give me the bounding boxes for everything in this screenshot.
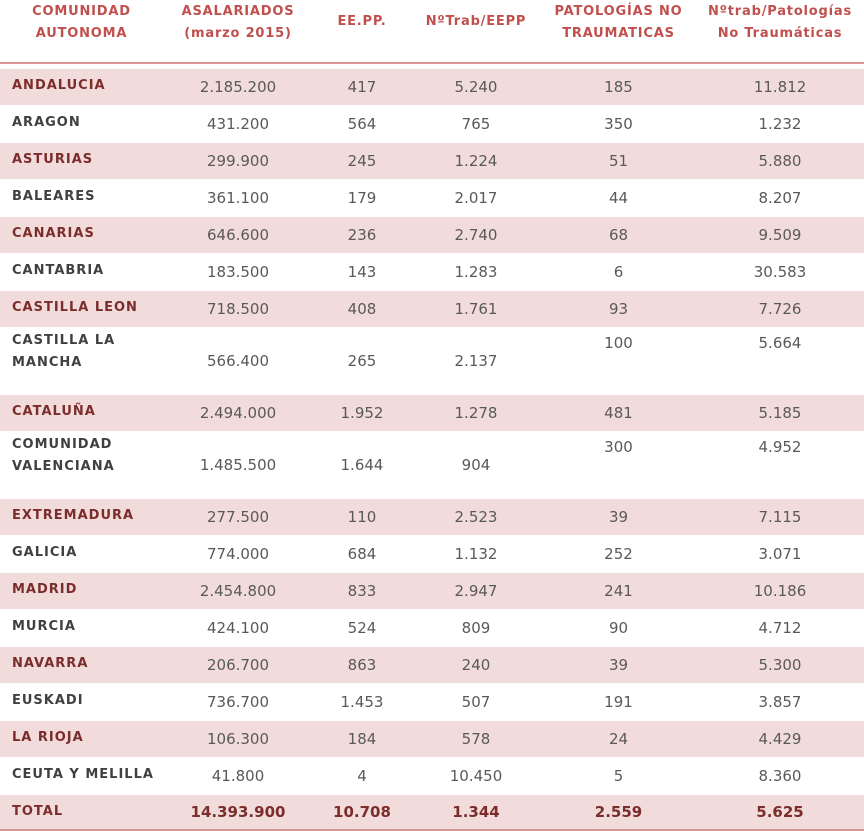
patologias-cell: 241	[541, 573, 696, 610]
comunidad-name-line: MURCIA	[12, 619, 76, 634]
comunidad-cell	[0, 536, 163, 573]
comunidad-name-line: ANDALUCIA	[12, 78, 106, 93]
comunidad-cell	[0, 758, 163, 795]
patologias-cell: 252	[541, 536, 696, 573]
table-header	[0, 0, 864, 63]
header-eepp-line-1: EE.PP.	[337, 14, 387, 29]
comunidad-cell	[0, 684, 163, 721]
comunidad-name-line: EUSKADI	[12, 693, 84, 708]
patologias-cell: 93	[541, 291, 696, 328]
trab-patologias-cell: 3.071	[696, 536, 864, 573]
patologias-cell: 100	[541, 328, 696, 395]
comunidad-name-line: CATALUÑA	[12, 404, 96, 419]
comunidad-cell	[0, 573, 163, 610]
eepp-cell: 417	[313, 69, 411, 106]
comunidad-cell	[0, 432, 163, 499]
trab-eepp-cell: 809	[411, 610, 541, 647]
comunidad-cell	[0, 143, 163, 180]
eepp-cell: 184	[313, 721, 411, 758]
header-trab-patologias	[696, 0, 864, 63]
trab-eepp-cell: 1.132	[411, 536, 541, 573]
asalariados-cell: 41.800	[163, 758, 313, 795]
comunidad-name-line: LA RIOJA	[12, 730, 84, 745]
asalariados-cell: 183.500	[163, 254, 313, 291]
patologias-cell: 191	[541, 684, 696, 721]
trab-eepp-cell: 1.224	[411, 143, 541, 180]
trab-patologias-cell: 8.207	[696, 180, 864, 217]
header-comunidad-line-1: COMUNIDAD	[32, 4, 131, 19]
table-row	[0, 328, 864, 395]
table-row	[0, 499, 864, 536]
asalariados-cell: 206.700	[163, 647, 313, 684]
patologias-cell: 300	[541, 432, 696, 499]
comunidad-cell	[0, 328, 163, 395]
eepp-cell: 684	[313, 536, 411, 573]
comunidad-name-line: CASTILLA LA	[12, 333, 116, 348]
trab-patologias-cell: 30.583	[696, 254, 864, 291]
table-row	[0, 432, 864, 499]
header-trab-patologias-line-1: Nºtrab/Patologías	[707, 4, 853, 19]
asalariados-cell: 2.454.800	[163, 573, 313, 610]
trab-patologias-cell: 4.712	[696, 610, 864, 647]
table-row	[0, 573, 864, 610]
comunidad-cell	[0, 106, 163, 143]
trab-eepp-cell: 2.137	[411, 328, 541, 395]
trab-eepp-cell: 5.240	[411, 69, 541, 106]
header-patologias-line-2: TRAUMATICAS	[562, 26, 675, 41]
header-asalariados	[163, 0, 313, 63]
trab-patologias-cell: 11.812	[696, 69, 864, 106]
patologias-cell: 39	[541, 647, 696, 684]
trab-patologias-cell: 5.300	[696, 647, 864, 684]
asalariados-cell: 424.100	[163, 610, 313, 647]
comunidad-cell	[0, 499, 163, 536]
eepp-cell: 179	[313, 180, 411, 217]
comunidad-name-line: ASTURIAS	[12, 152, 94, 167]
patologias-cell: 44	[541, 180, 696, 217]
table-row	[0, 69, 864, 106]
header-trab-patologias-line-2: No Traumáticas	[717, 26, 843, 41]
comunidad-cell	[0, 795, 163, 831]
comunidad-name-line: BALEARES	[12, 189, 96, 204]
table-row	[0, 536, 864, 573]
asalariados-cell: 299.900	[163, 143, 313, 180]
table-row	[0, 684, 864, 721]
eepp-cell: 265	[313, 328, 411, 395]
patologias-cell: 6	[541, 254, 696, 291]
eepp-cell: 10.708	[313, 795, 411, 831]
comunidad-name-line: CANARIAS	[12, 226, 95, 241]
comunidad-name-line: CEUTA Y MELILLA	[12, 767, 154, 782]
comunidad-cell	[0, 291, 163, 328]
table-row	[0, 254, 864, 291]
asalariados-cell: 1.485.500	[163, 432, 313, 499]
comunidad-name-line: MANCHA	[12, 355, 83, 370]
trab-eepp-cell: 904	[411, 432, 541, 499]
trab-eepp-cell: 1.283	[411, 254, 541, 291]
trab-eepp-cell: 2.523	[411, 499, 541, 536]
patologias-cell: 90	[541, 610, 696, 647]
table-row	[0, 647, 864, 684]
trab-eepp-cell: 1.344	[411, 795, 541, 831]
asalariados-cell: 736.700	[163, 684, 313, 721]
asalariados-cell: 361.100	[163, 180, 313, 217]
eepp-cell: 1.952	[313, 395, 411, 432]
comunidad-name-line: NAVARRA	[12, 656, 89, 671]
trab-patologias-cell: 7.115	[696, 499, 864, 536]
patologias-cell: 51	[541, 143, 696, 180]
trab-eepp-cell: 765	[411, 106, 541, 143]
patologias-cell: 68	[541, 217, 696, 254]
table-row	[0, 395, 864, 432]
comunidad-cell	[0, 217, 163, 254]
eepp-cell: 4	[313, 758, 411, 795]
header-asalariados-line-2: (marzo 2015)	[184, 26, 292, 41]
comunidad-cell	[0, 647, 163, 684]
asalariados-cell: 277.500	[163, 499, 313, 536]
eepp-cell: 524	[313, 610, 411, 647]
trab-eepp-cell: 10.450	[411, 758, 541, 795]
asalariados-cell: 2.494.000	[163, 395, 313, 432]
table-row	[0, 106, 864, 143]
trab-patologias-cell: 7.726	[696, 291, 864, 328]
header-row	[0, 0, 864, 63]
table-row	[0, 291, 864, 328]
trab-eepp-cell: 2.947	[411, 573, 541, 610]
asalariados-cell: 14.393.900	[163, 795, 313, 831]
header-trab-eepp-line-1: NºTrab/EEPP	[425, 14, 527, 29]
comunidad-name-line: EXTREMADURA	[12, 508, 135, 523]
comunidad-cell	[0, 69, 163, 106]
comunidad-cell	[0, 610, 163, 647]
table-row	[0, 180, 864, 217]
trab-patologias-cell: 5.185	[696, 395, 864, 432]
header-asalariados-line-1: ASALARIADOS	[181, 4, 295, 19]
patologias-cell: 5	[541, 758, 696, 795]
table-row	[0, 758, 864, 795]
asalariados-cell: 718.500	[163, 291, 313, 328]
trab-eepp-cell: 1.278	[411, 395, 541, 432]
comunidad-name-line: GALICIA	[12, 545, 78, 560]
comunidad-name-line: MADRID	[12, 582, 78, 597]
asalariados-cell: 2.185.200	[163, 69, 313, 106]
trab-patologias-cell: 4.429	[696, 721, 864, 758]
trab-eepp-cell: 1.761	[411, 291, 541, 328]
trab-patologias-cell: 8.360	[696, 758, 864, 795]
trab-patologias-cell: 5.664	[696, 328, 864, 395]
comunidad-name-line: VALENCIANA	[12, 459, 115, 474]
header-trab-eepp	[411, 0, 541, 63]
patologias-cell: 185	[541, 69, 696, 106]
asalariados-cell: 431.200	[163, 106, 313, 143]
trab-patologias-cell: 5.880	[696, 143, 864, 180]
asalariados-cell: 646.600	[163, 217, 313, 254]
eepp-cell: 1.644	[313, 432, 411, 499]
eepp-cell: 408	[313, 291, 411, 328]
eepp-cell: 236	[313, 217, 411, 254]
table-row	[0, 610, 864, 647]
patologias-cell: 481	[541, 395, 696, 432]
comunidad-name-line: ARAGON	[12, 115, 81, 130]
eepp-cell: 110	[313, 499, 411, 536]
trab-eepp-cell: 507	[411, 684, 541, 721]
eepp-cell: 833	[313, 573, 411, 610]
patologias-cell: 2.559	[541, 795, 696, 831]
trab-patologias-cell: 4.952	[696, 432, 864, 499]
patologias-cell: 24	[541, 721, 696, 758]
asalariados-cell: 566.400	[163, 328, 313, 395]
header-patologias-line-1: PATOLOGÍAS NO	[554, 4, 683, 19]
table-row	[0, 217, 864, 254]
comunidad-cell	[0, 721, 163, 758]
table-body	[0, 63, 864, 830]
eepp-cell: 1.453	[313, 684, 411, 721]
eepp-cell: 143	[313, 254, 411, 291]
patologias-cell: 39	[541, 499, 696, 536]
eepp-cell: 564	[313, 106, 411, 143]
trab-patologias-cell: 1.232	[696, 106, 864, 143]
header-comunidad-line-2: AUTONOMA	[35, 26, 128, 41]
table-row	[0, 143, 864, 180]
header-comunidad	[0, 0, 163, 63]
trab-patologias-cell: 9.509	[696, 217, 864, 254]
total-row	[0, 795, 864, 831]
trab-patologias-cell: 5.625	[696, 795, 864, 831]
trab-eepp-cell: 578	[411, 721, 541, 758]
asalariados-cell: 106.300	[163, 721, 313, 758]
comunidad-cell	[0, 395, 163, 432]
comunidad-name-line: TOTAL	[12, 804, 64, 819]
header-eepp	[313, 0, 411, 63]
eepp-cell: 245	[313, 143, 411, 180]
header-patologias	[541, 0, 696, 63]
patologias-cell: 350	[541, 106, 696, 143]
eepp-cell: 863	[313, 647, 411, 684]
trab-eepp-cell: 2.017	[411, 180, 541, 217]
trab-patologias-cell: 10.186	[696, 573, 864, 610]
comunidad-name-line: CANTABRIA	[12, 263, 105, 278]
comunidad-name-line: COMUNIDAD	[12, 437, 113, 452]
trab-eepp-cell: 2.740	[411, 217, 541, 254]
comunidad-cell	[0, 254, 163, 291]
trab-patologias-cell: 3.857	[696, 684, 864, 721]
comunidad-cell	[0, 180, 163, 217]
table-row	[0, 721, 864, 758]
asalariados-cell: 774.000	[163, 536, 313, 573]
comunidad-name-line: CASTILLA LEON	[12, 300, 138, 315]
trab-eepp-cell: 240	[411, 647, 541, 684]
